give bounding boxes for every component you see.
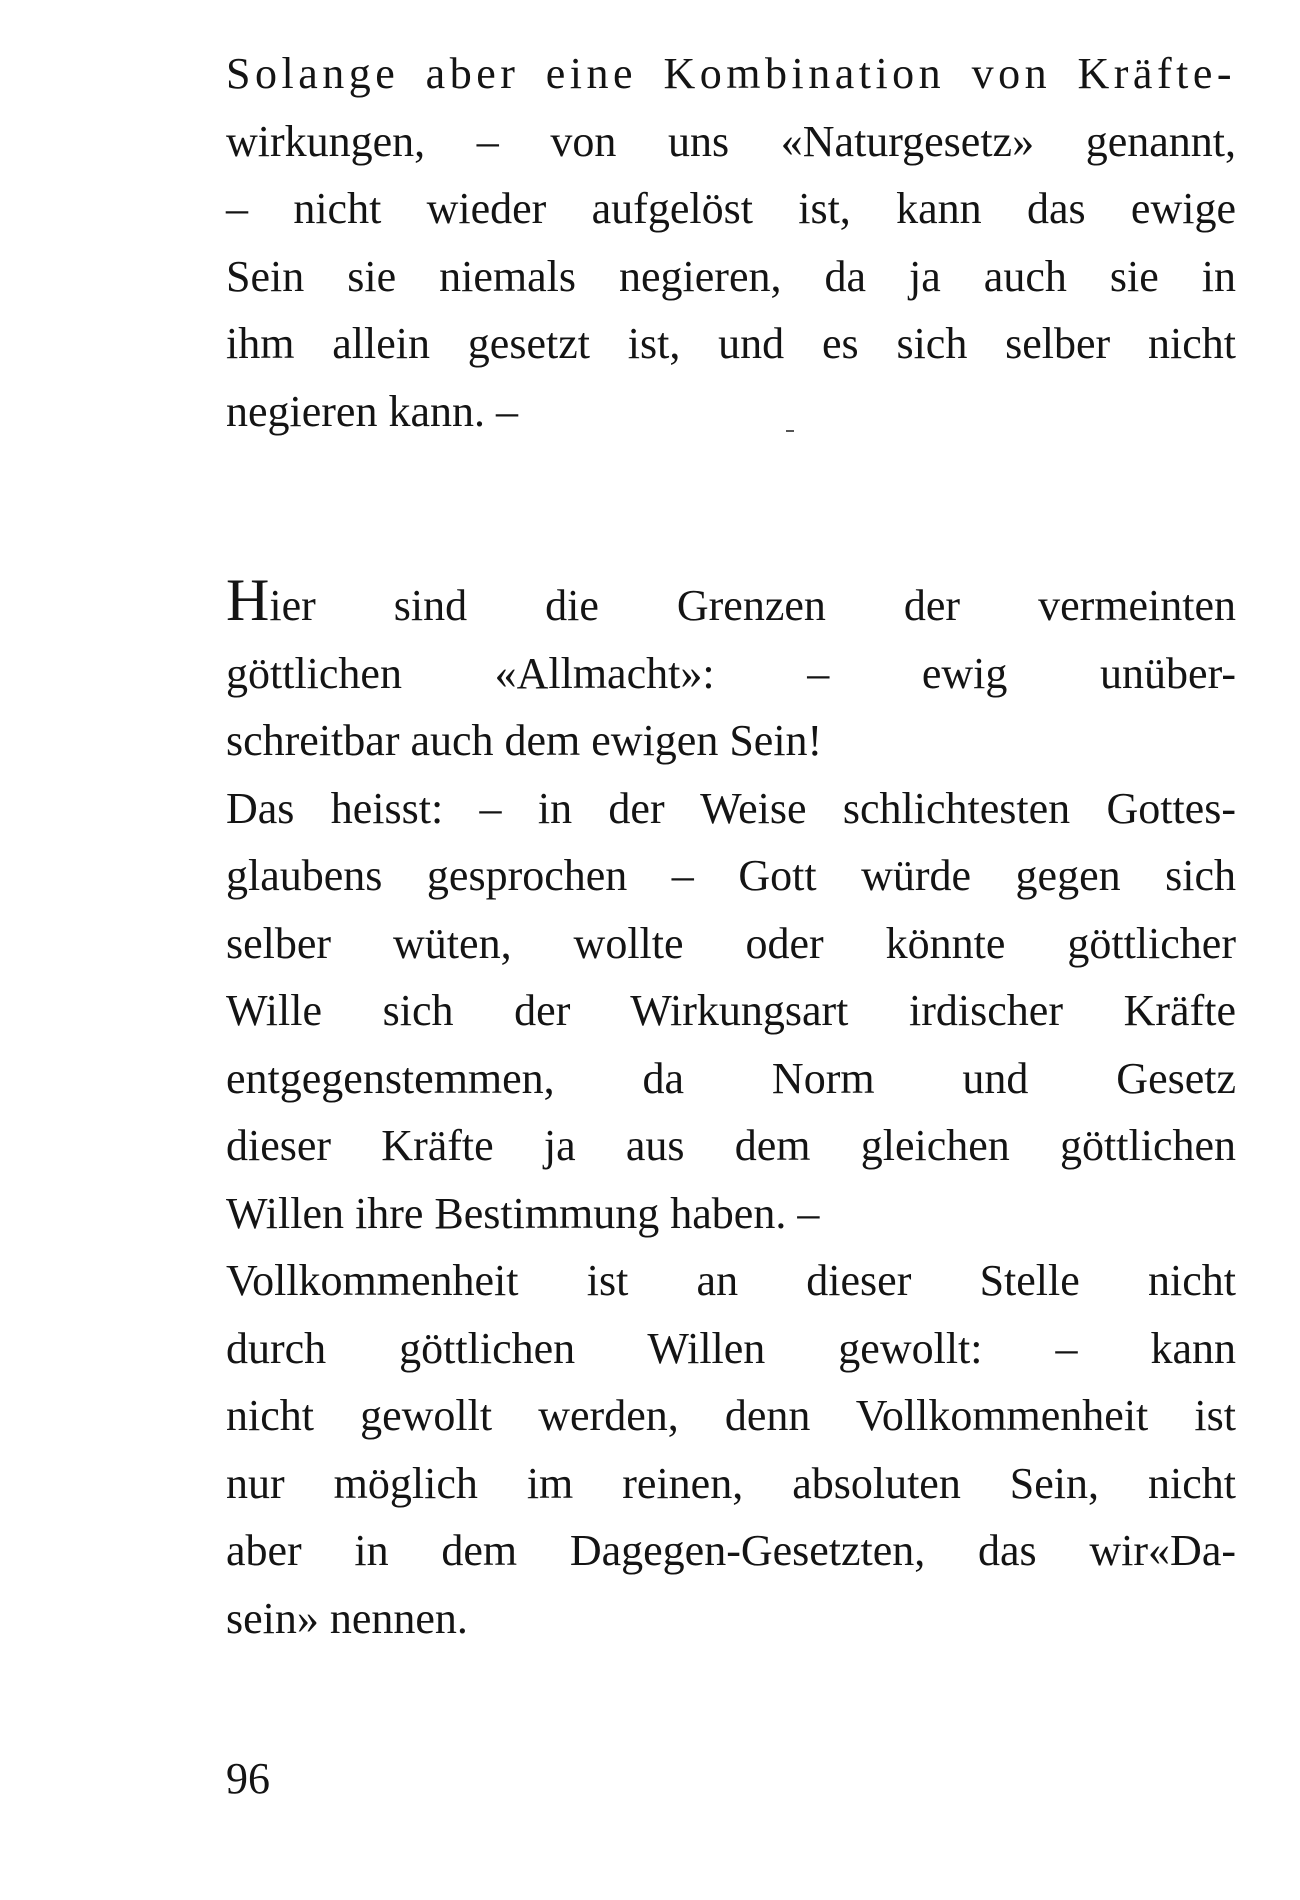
text-line: Willen ihre Bestimmung haben. – (226, 1188, 820, 1238)
text-line: sein» nennen. (226, 1593, 468, 1643)
paragraph-1 (226, 40, 1236, 445)
text-line: dieser Kräfte ja aus dem gleichen göttlichen (226, 1121, 1236, 1170)
text-line: selber wüten, wollte oder könnte göttlicher (226, 918, 1236, 968)
text-line: glaubens gesprochen – Gott würde gegen sich (226, 851, 1236, 900)
initial-letter: H (226, 567, 270, 633)
text-line: wirkungen, – von uns «Naturgesetz» genannt, (226, 116, 1236, 166)
text-line: ihm allein gesetzt ist, und es sich selber nicht (226, 319, 1236, 368)
text-line: Sein sie niemals negieren, da ja auch sie in (226, 251, 1236, 301)
text-line: nicht gewollt werden, denn Vollkommenheit ist (226, 1391, 1236, 1440)
text-line: durch göttlichen Willen gewollt: – kann (226, 1323, 1236, 1373)
page-number: 96 (226, 1754, 270, 1803)
text-line: nur möglich im reinen, absoluten Sein, nicht (226, 1458, 1236, 1508)
text-line: entgegenstemmen, da Norm und Gesetz (226, 1053, 1236, 1103)
paragraph-2 (226, 567, 1236, 1652)
text-line: Das heisst: – in der Weise schlichtesten Gottes- (226, 783, 1236, 833)
text-line: Wille sich der Wirkungsart irdischer Kräfte (226, 986, 1236, 1035)
print-mark (786, 430, 794, 432)
text-line: göttlichen «Allmacht»: – ewig unüber- (226, 648, 1236, 698)
text-line: Solange aber eine Kombination von Kräfte- (226, 49, 1236, 98)
text-line-with-initial (226, 567, 1236, 640)
text-line: negieren kann. – (226, 386, 518, 436)
text-line-rest: ier sind die Grenzen der vermeinten (269, 581, 1236, 630)
text-line: Vollkommenheit ist an dieser Stelle nicht (226, 1256, 1236, 1305)
text-line: schreitbar auch dem ewigen Sein! (226, 716, 823, 765)
text-line: aber in dem Dagegen-Gesetzten, das wir«Da- (226, 1526, 1236, 1575)
text-line: – nicht wieder aufgelöst ist, kann das ewige (226, 184, 1236, 233)
